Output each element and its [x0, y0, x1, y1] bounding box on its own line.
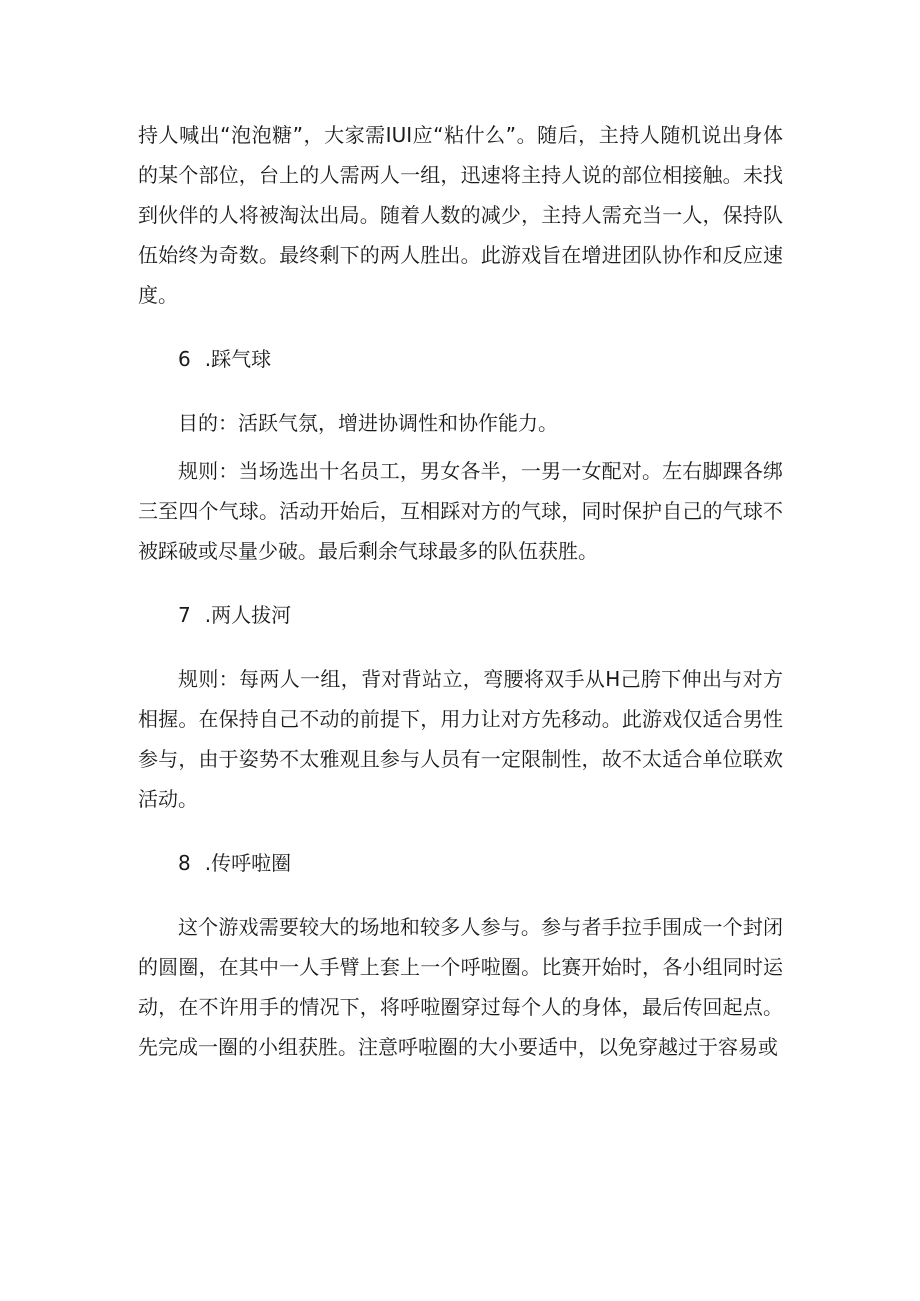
- section-title: .两人拔河: [204, 603, 292, 627]
- document-body: [138, 115, 783, 1091]
- paragraph-tug-of-war-rules: 规则：每两人一组，背对背站立，弯腰将双手从H己胯下伸出与对方相握。在保持自己不动的前提下，用力让对方先移动。此游戏仅适合男性参与，由于姿势不太雅观且参与人员有一定限制性，故不太适合单位联欢活动。: [138, 667, 783, 811]
- paragraph-balloon-rules: 规则：当场选出十名员工，男女各半，一男一女配对。左右脚踝各绑三至四个气球。活动开始后，互相踩对方的气球，同时保护自己的气球不被踩破或尽量少破。最后剩余气球最多的队伍获胜。: [138, 459, 783, 563]
- paragraph-hula-hoop-rules: 这个游戏需要较大的场地和较多人参与。参与者手拉手围成一个封闭的圆圈，在其中一人手臂上套上一个呼啦圈。比赛开始时，各小组同时运动，在不许用手的情况下，将呼啦圈穿过每个人的身体，最后传回起点。先完成一圈的小组获胜。注意呼啦圈的大小要适中，以免穿越过于容易或: [138, 915, 783, 1059]
- section-number: 7: [178, 603, 191, 627]
- section-title: .传呼啦圈: [204, 851, 292, 875]
- section-heading-6: [138, 339, 783, 379]
- section-heading-7: [138, 595, 783, 635]
- paragraph-balloon-purpose: 目的：活跃气氛，增进协调性和协作能力。: [178, 411, 558, 435]
- paragraph-bubble-gum-rules: 持人喊出“泡泡糖”，大家需IUI应“粘什么”。随后，主持人随机说出身体的某个部位，台上的人需两人一组，迅速将主持人说的部位相接触。未找到伙伴的人将被淘汰出局。随着人数的减少，主持人需充当一人，保持队伍始终为奇数。最终剩下的两人胜出。此游戏旨在增进团队协作和反应速度。: [138, 123, 783, 307]
- section-number: 8: [178, 851, 191, 875]
- section-number: 6: [178, 347, 191, 371]
- section-title: .踩气球: [204, 347, 272, 371]
- section-heading-8: [138, 843, 783, 883]
